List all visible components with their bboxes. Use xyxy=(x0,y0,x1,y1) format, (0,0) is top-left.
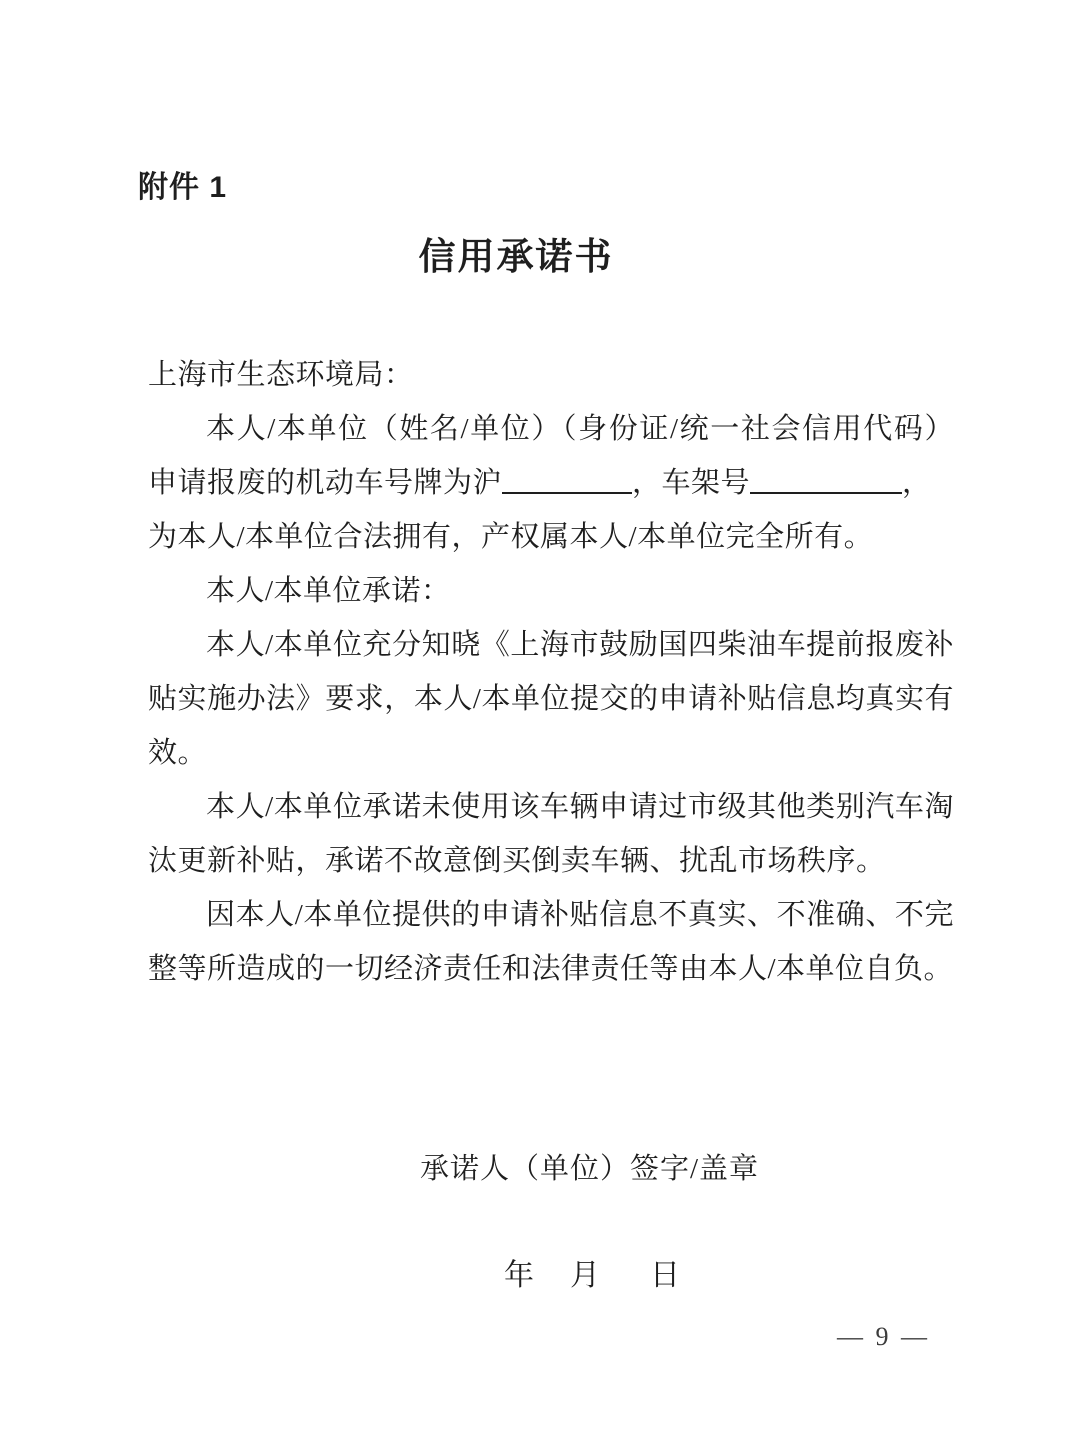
promise-heading-line: 本人/本单位承诺： xyxy=(206,575,451,607)
document-title: 信用承诺书 xyxy=(418,237,614,278)
plate-line-suffix: ， xyxy=(902,467,932,499)
page-number: — 9 — xyxy=(837,1322,930,1351)
attachment-label: 附件 1 xyxy=(138,171,228,204)
date-year-label: 年 xyxy=(504,1259,534,1292)
plate-line-middle: ，车架号 xyxy=(632,467,751,499)
paragraph1-line2: 贴实施办法》要求，本人/本单位提交的申请补贴信息均真实有 xyxy=(148,683,954,715)
paragraph1-line1: 本人/本单位充分知晓《上海市鼓励国四柴油车提前报废补 xyxy=(206,629,954,661)
date-line xyxy=(504,1250,680,1294)
paragraph3-line2: 整等所造成的一切经济责任和法律责任等由本人/本单位自负。 xyxy=(148,953,954,985)
date-month-label: 月 xyxy=(570,1259,600,1292)
paragraph2-line2: 汰更新补贴，承诺不故意倒买倒卖车辆、扰乱市场秩序。 xyxy=(148,845,886,877)
plate-number-blank-field xyxy=(502,463,632,494)
salutation-line: 上海市生态环境局： xyxy=(148,359,414,391)
vin-blank-field xyxy=(750,463,902,494)
ownership-line: 为本人/本单位合法拥有，产权属本人/本单位完全所有。 xyxy=(148,521,874,553)
intro-line: 本人/本单位（姓名/单位）（身份证/统一社会信用代码） xyxy=(206,413,954,445)
plate-line-prefix: 申请报废的机动车号牌为沪 xyxy=(148,467,503,499)
signer-signature-label: 承诺人（单位）签字/盖章 xyxy=(420,1153,760,1185)
document-body xyxy=(148,348,954,996)
paragraph1-line3: 效。 xyxy=(148,737,208,769)
date-day-label: 日 xyxy=(650,1259,680,1292)
paragraph3-line1: 因本人/本单位提供的申请补贴信息不真实、不准确、不完 xyxy=(206,899,954,931)
plate-line xyxy=(148,456,954,510)
paragraph2-line1: 本人/本单位承诺未使用该车辆申请过市级其他类别汽车淘 xyxy=(206,791,954,823)
